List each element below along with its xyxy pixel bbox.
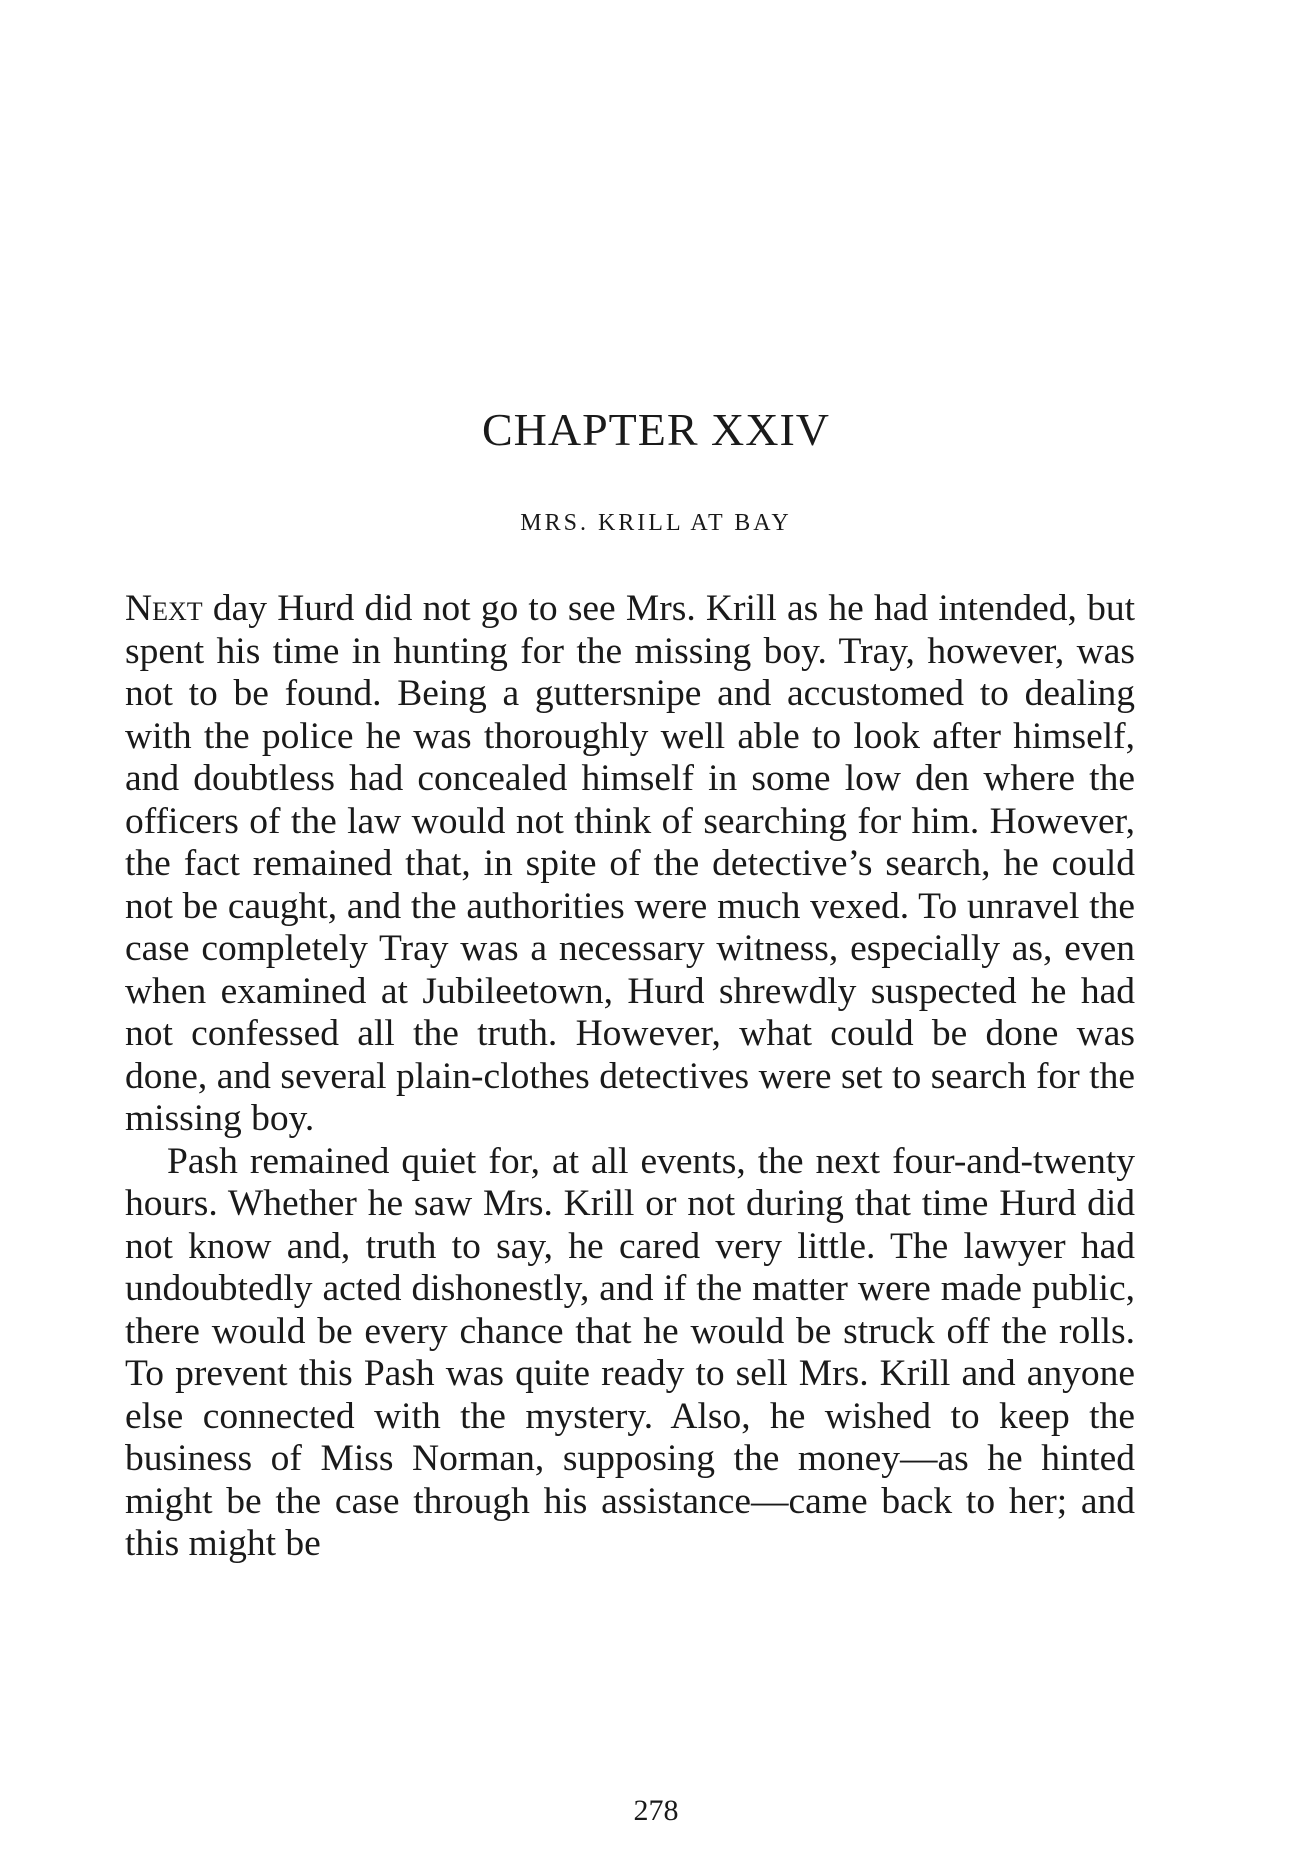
body-text <box>125 588 1135 1566</box>
paragraph-1-text: day Hurd did not go to see Mrs. Krill as he had intended, but spent his time in hunting for the missing boy. Tray, however, was not to be found. Being a guttersnipe and accustomed to dealing with the police he was thoroughly well able to look after himself, and doubtless had concealed himself in some low den where the officers of the law would not think of searching for him. However, the fact remained that, in spite of the detective’s search, he could not be caught, and the authorities were much vexed. To unravel the case completely Tray was a necessary witness, especially as, even when examined at Jubileetown, Hurd shrewdly suspected he had not confessed all the truth. However, what could be done was done, and several plain-clothes detectives were set to search for the missing boy. <box>125 588 1135 1139</box>
chapter-title: CHAPTER XXIV <box>481 404 831 455</box>
paragraph-1-lead: Next <box>125 588 203 629</box>
chapter-subtitle: MRS. KRILL AT BAY <box>520 510 792 536</box>
paragraph-2: Pash remained quiet for, at all events, the next four-and-twenty hours. Whether he saw Mrs. Krill or not during that time Hurd did not know and, truth to say, he cared very little. The lawyer had undoubtedly acted dishonestly, and if the matter were made public, there would be every chance that he would be struck off the rolls. To prevent this Pash was quite ready to sell Mrs. Krill and anyone else connected with the mystery. Also, he wished to keep the business of Miss Norman, supposing the money—as he hinted might be the case through his assistance—came back to her; and this might be <box>125 1140 1135 1564</box>
paragraph-1 <box>125 588 1135 1141</box>
page-number: 278 <box>633 1794 679 1827</box>
